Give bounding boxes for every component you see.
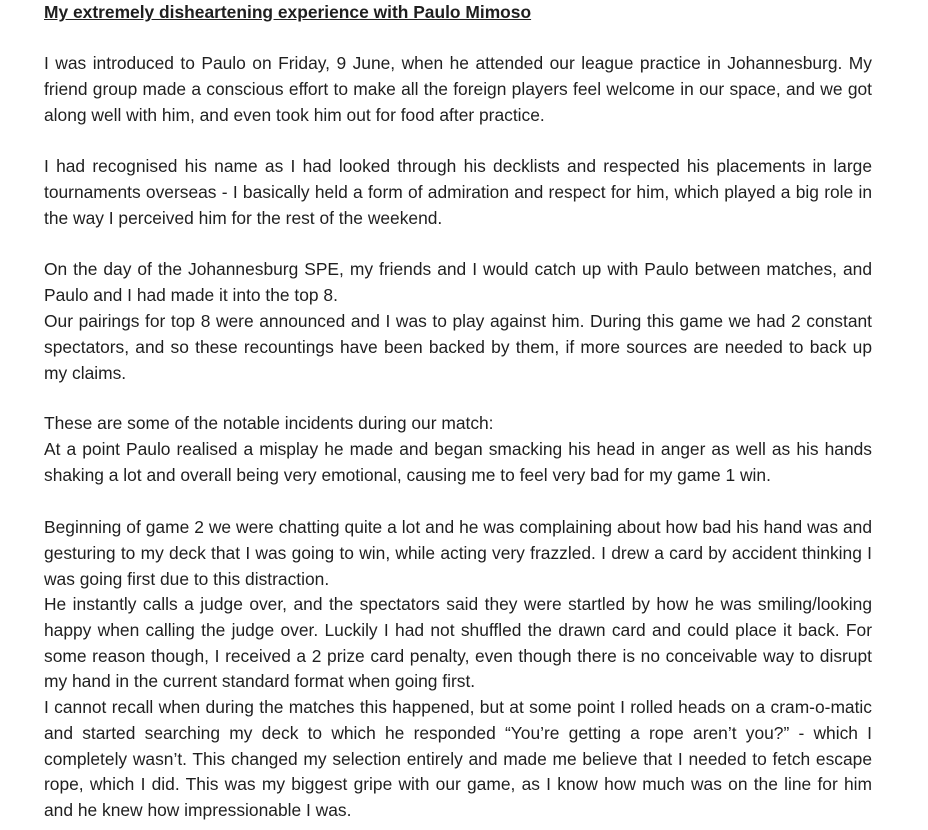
paragraph-spe-day: On the day of the Johannesburg SPE, my friends and I would catch up with Paulo between matches, and Paulo and I had made it into the top 8. — [44, 259, 872, 305]
document-title: My extremely disheartening experience with Paulo Mimoso — [44, 2, 532, 22]
paragraph-introduction: I was introduced to Paulo on Friday, 9 June, when he attended our league practice in Johannesburg. My friend group made a conscious effort to make all the foreign players feel welcome in our space, and we got along well with him, and even took him out for food after practice. — [44, 53, 872, 125]
paragraph-recognition: I had recognised his name as I had looked through his decklists and respected his placements in large tournaments overseas - I basically held a form of admiration and respect for him, which played a big role in the way I perceived him for the rest of the weekend. — [44, 156, 872, 228]
paragraph-pairings: Our pairings for top 8 were announced and I was to play against him. During this game we had 2 constant spectators, and so these recountings have been backed by them, if more sources are needed to back up my claims. — [44, 311, 872, 383]
paragraph-cram-o-matic: I cannot recall when during the matches this happened, but at some point I rolled heads on a cram-o-matic and started searching my deck to which he responded “You’re getting a rope aren’t you?” - which I completely wasn’t. This changed my selection entirely and made me believe that I needed to fetch escape rope, which I did. This was my biggest gripe with our game, as I know how much was on the line for him and he knew how impressionable I was. — [44, 697, 872, 821]
paragraph-game-2: Beginning of game 2 we were chatting quite a lot and he was complaining about how bad his hand was and gesturing to my deck that I was going to win, while acting very frazzled. I drew a card by accident thinking I was going first due to this distraction. — [44, 517, 872, 589]
paragraph-judge-call: He instantly calls a judge over, and the spectators said they were startled by how he was smiling/looking happy when calling the judge over. Luckily I had not shuffled the drawn card and could place it back. For some reason though, I received a 2 prize card penalty, even though there is no conceivable way to disrupt my hand in the current standard format when going first. — [44, 594, 872, 692]
paragraph-incidents-intro: These are some of the notable incidents during our match: — [44, 413, 494, 433]
paragraph-misplay: At a point Paulo realised a misplay he made and began smacking his head in anger as well as his hands shaking a lot and overall being very emotional, causing me to feel very bad for my game 1 win. — [44, 439, 872, 485]
